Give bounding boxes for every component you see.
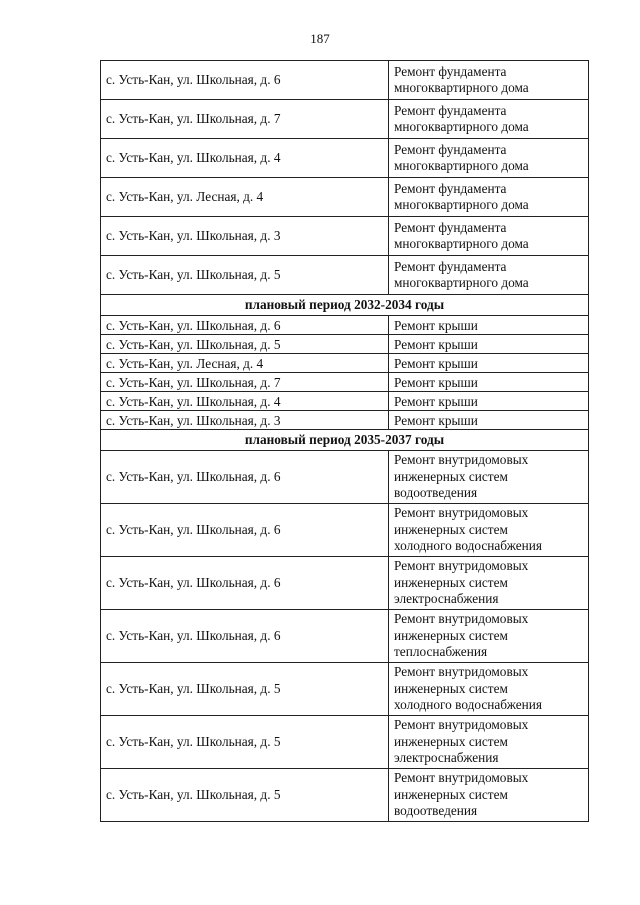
work-line: инженерных систем (394, 786, 508, 802)
work-line: Ремонт внутридомовых (394, 770, 529, 786)
work-cell: Ремонт крыши (389, 335, 589, 354)
work-line: инженерных систем (394, 680, 508, 696)
table-row (101, 100, 589, 139)
work-line: инженерных систем (394, 521, 508, 537)
section-title-2035: плановый период 2035-2037 годы (101, 430, 589, 451)
work-cell (389, 217, 589, 256)
work-cell: Ремонт крыши (389, 411, 589, 430)
work-cell (389, 451, 589, 504)
address-cell: с. Усть-Кан, ул. Школьная, д. 7 (101, 100, 389, 139)
work-line: инженерных систем (394, 733, 508, 749)
table-row (101, 610, 589, 663)
work-line: электроснабжения (394, 591, 499, 607)
table-row (101, 451, 589, 504)
address-cell: с. Усть-Кан, ул. Школьная, д. 6 (101, 316, 389, 335)
work-line: инженерных систем (394, 574, 508, 590)
work-line: холодного водоснабжения (394, 697, 542, 713)
table-row (101, 716, 589, 769)
work-cell (389, 504, 589, 557)
page-number: 187 (310, 31, 330, 46)
work-cell (389, 61, 589, 100)
table-row (101, 256, 589, 295)
work-line: многоквартирного дома (394, 236, 529, 251)
address-cell: с. Усть-Кан, ул. Лесная, д. 4 (101, 178, 389, 217)
table-row (101, 139, 589, 178)
table-row (101, 392, 589, 411)
address-cell: с. Усть-Кан, ул. Школьная, д. 5 (101, 335, 389, 354)
address-cell: с. Усть-Кан, ул. Школьная, д. 6 (101, 451, 389, 504)
work-cell: Ремонт крыши (389, 373, 589, 392)
work-line: инженерных систем (394, 468, 508, 484)
table-row (101, 557, 589, 610)
address-cell: с. Усть-Кан, ул. Школьная, д. 7 (101, 373, 389, 392)
address-cell: с. Усть-Кан, ул. Школьная, д. 6 (101, 610, 389, 663)
address-cell: с. Усть-Кан, ул. Школьная, д. 5 (101, 256, 389, 295)
work-cell (389, 716, 589, 769)
work-line: Ремонт фундамента (394, 219, 507, 235)
work-line: Ремонт фундамента (394, 180, 507, 196)
address-cell: с. Усть-Кан, ул. Школьная, д. 3 (101, 217, 389, 256)
work-cell (389, 256, 589, 295)
work-line: Ремонт фундамента (394, 63, 507, 79)
work-line: теплоснабжения (394, 644, 488, 660)
work-line: инженерных систем (394, 627, 508, 643)
table-row (101, 61, 589, 100)
work-line: Ремонт фундамента (394, 141, 507, 157)
section-header-row (101, 430, 589, 451)
table-row (101, 769, 589, 822)
work-line: Ремонт внутридомовых (394, 664, 529, 680)
work-cell (389, 178, 589, 217)
work-line: многоквартирного дома (394, 275, 529, 290)
work-cell (389, 769, 589, 822)
work-cell (389, 100, 589, 139)
work-cell (389, 610, 589, 663)
address-cell: с. Усть-Кан, ул. Школьная, д. 6 (101, 61, 389, 100)
work-cell: Ремонт крыши (389, 354, 589, 373)
work-line: многоквартирного дома (394, 80, 529, 95)
work-line: Ремонт внутридомовых (394, 717, 529, 733)
work-line: водоотведения (394, 485, 478, 501)
address-cell: с. Усть-Кан, ул. Школьная, д. 6 (101, 557, 389, 610)
address-cell: с. Усть-Кан, ул. Школьная, д. 5 (101, 716, 389, 769)
repair-schedule-table (100, 60, 589, 822)
work-cell: Ремонт крыши (389, 316, 589, 335)
table-row (101, 373, 589, 392)
work-line: многоквартирного дома (394, 119, 529, 134)
work-line: Ремонт внутридомовых (394, 611, 529, 627)
work-line: водоотведения (394, 803, 478, 819)
work-line: Ремонт внутридомовых (394, 452, 529, 468)
work-line: холодного водоснабжения (394, 538, 542, 554)
table-row (101, 335, 589, 354)
work-line: Ремонт внутридомовых (394, 558, 529, 574)
table-row (101, 411, 589, 430)
work-line: электроснабжения (394, 750, 499, 766)
work-line: Ремонт внутридомовых (394, 505, 529, 521)
section-title-2032: плановый период 2032-2034 годы (101, 295, 589, 316)
section-header-row (101, 295, 589, 316)
work-cell (389, 139, 589, 178)
address-cell: с. Усть-Кан, ул. Школьная, д. 4 (101, 139, 389, 178)
table-row (101, 316, 589, 335)
work-cell (389, 557, 589, 610)
work-line: многоквартирного дома (394, 197, 529, 212)
work-line: Ремонт фундамента (394, 258, 507, 274)
address-cell: с. Усть-Кан, ул. Школьная, д. 5 (101, 663, 389, 716)
table-row (101, 504, 589, 557)
address-cell: с. Усть-Кан, ул. Школьная, д. 6 (101, 504, 389, 557)
work-cell: Ремонт крыши (389, 392, 589, 411)
work-cell (389, 663, 589, 716)
address-cell: с. Усть-Кан, ул. Лесная, д. 4 (101, 354, 389, 373)
table-row (101, 178, 589, 217)
work-line: многоквартирного дома (394, 158, 529, 173)
work-line: Ремонт фундамента (394, 102, 507, 118)
address-cell: с. Усть-Кан, ул. Школьная, д. 5 (101, 769, 389, 822)
address-cell: с. Усть-Кан, ул. Школьная, д. 4 (101, 392, 389, 411)
address-cell: с. Усть-Кан, ул. Школьная, д. 3 (101, 411, 389, 430)
table-row (101, 663, 589, 716)
table-row (101, 217, 589, 256)
table-row (101, 354, 589, 373)
